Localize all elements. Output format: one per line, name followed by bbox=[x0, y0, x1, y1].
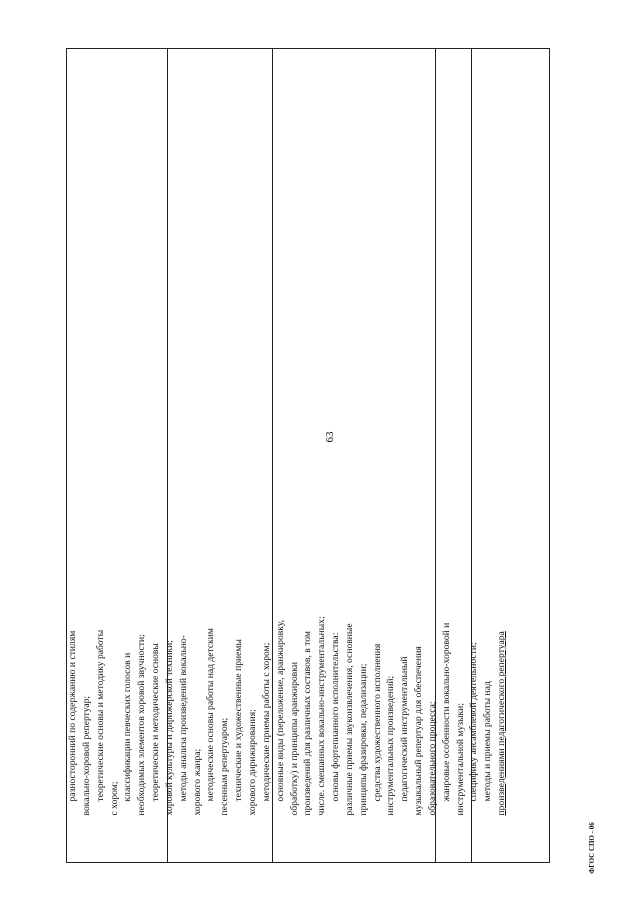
content-line: классификации певческих голосов и bbox=[122, 652, 134, 801]
content-line: инструментальных произведений; bbox=[385, 675, 397, 815]
knowledge-cell bbox=[66, 540, 550, 815]
content-line: основные виды (переложение, аранжировку, bbox=[274, 619, 286, 801]
content-line: теоретические и методические основы bbox=[150, 642, 162, 801]
content-line: произведениями педагогического репертуара bbox=[496, 630, 508, 815]
content-line: произведений для различных составов, в том bbox=[302, 630, 314, 815]
content-line: необходимых элементов хоровой звучности; bbox=[136, 633, 148, 815]
content-line: с хором; bbox=[108, 780, 120, 815]
content-line: методические приемы работы с хором; bbox=[260, 642, 272, 801]
content-line: различные приемы звукоизвлечения, основные bbox=[343, 622, 355, 815]
content-line: средства художественного исполнения bbox=[371, 643, 383, 801]
content-line: теоретические основы и методику работы bbox=[94, 629, 106, 801]
content-line: песенным репертуаром; bbox=[219, 717, 231, 815]
content-line: музыкальный репертуар для обеспечения bbox=[413, 645, 425, 815]
content-line: методы и приемы работы над bbox=[482, 680, 494, 801]
content-line: хорового жанра; bbox=[191, 748, 203, 815]
content-line: принципы фразировки, педализации; bbox=[357, 663, 369, 815]
content-line: числе. смешанных вокально-инструментальных; bbox=[316, 615, 328, 815]
content-line: специфику ансамблевой деятельности; bbox=[468, 641, 480, 801]
content-line: основы фортепианного исполнительства: bbox=[330, 632, 342, 801]
content-line: методы анализа произведений вокально- bbox=[177, 634, 189, 801]
content-line: хорового дирижирования; bbox=[246, 708, 258, 815]
footer-code: ФГОС СПО - 06 bbox=[588, 822, 596, 874]
content-line: обработку) и принципы аранжировки bbox=[288, 661, 300, 815]
content-line: технические и художественные приемы bbox=[233, 638, 245, 801]
content-line: образовательного процесса; bbox=[426, 700, 438, 815]
content-line: педагогический инструментальный bbox=[399, 655, 411, 801]
content-line: жанровые особенности вокально-хоровой и bbox=[440, 622, 452, 801]
content-line: вокально-хоровой репертуар; bbox=[80, 695, 92, 815]
content-line: методические основы работы над детским bbox=[205, 627, 217, 801]
content-line: хоровой культуры и дирижерской техники; bbox=[163, 639, 175, 815]
content-line: разносторонний по содержанию и стилям bbox=[67, 630, 78, 801]
knowledge-text bbox=[66, 540, 550, 815]
content-line: инструментальной музыки; bbox=[454, 702, 466, 815]
page-number: 63 bbox=[324, 431, 336, 443]
